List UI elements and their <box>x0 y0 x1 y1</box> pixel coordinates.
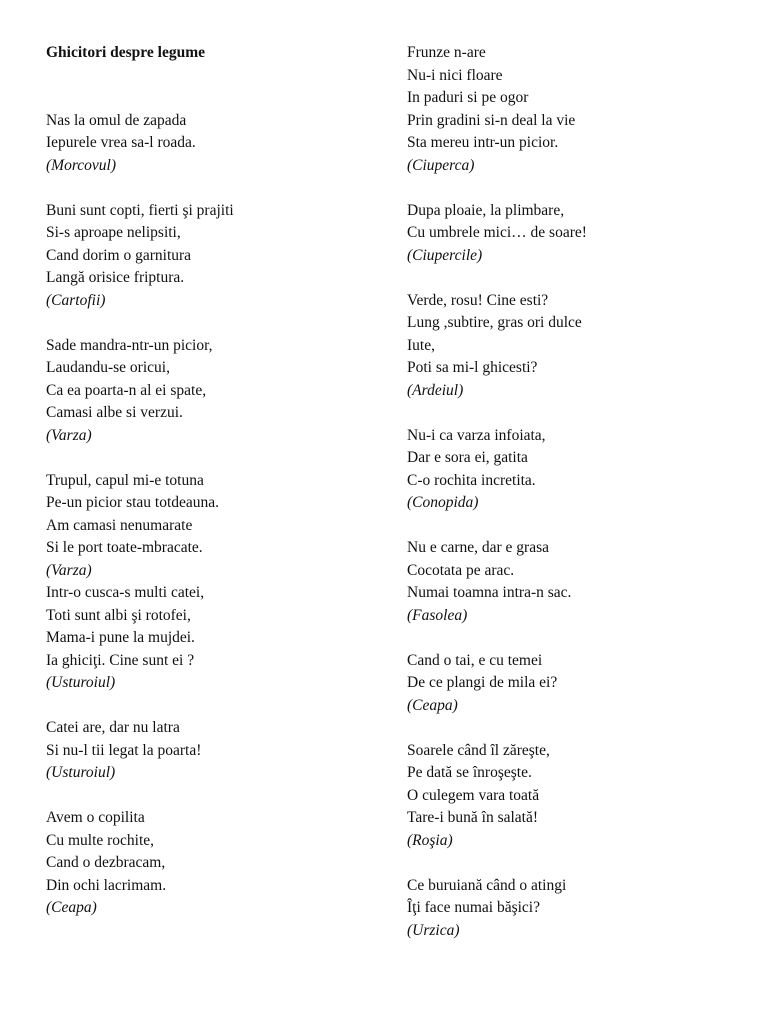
riddle-answer: (Morcovul) <box>46 156 117 174</box>
riddle-line: Toti sunt albi şi rotofei, <box>46 606 191 624</box>
riddle-line: Prin gradini si-n deal la vie <box>407 111 576 129</box>
riddle-answer: (Varza) <box>46 561 92 579</box>
riddle-line: In paduri si pe ogor <box>407 89 529 106</box>
riddle-answer: (Conopida) <box>407 494 479 511</box>
riddle-line: Nu-i nici floare <box>407 66 503 84</box>
riddle-line: Ce buruiană când o atingi <box>407 876 567 894</box>
riddle-answer: (Ardeiul) <box>407 381 464 399</box>
riddle-answer: (Ciupercile) <box>407 246 483 264</box>
riddle-line: Intr-o cusca-s multi catei, <box>46 584 205 601</box>
riddle-answer: (Ciuperca) <box>407 156 475 174</box>
riddle-line: Si le port toate-mbracate. <box>46 539 203 556</box>
riddle-line: Iepurele vrea sa-l roada. <box>46 134 196 151</box>
riddle-answer: (Usturoiul) <box>46 764 116 781</box>
riddle-line: Cu umbrele mici… de soare! <box>407 224 587 241</box>
riddle-line: Lung ,subtire, gras ori dulce <box>407 314 582 331</box>
riddle <box>407 875 737 943</box>
riddle-line: Tare-i bună în salată! <box>407 809 539 826</box>
riddle <box>46 335 376 448</box>
riddle-line: Camasi albe si verzui. <box>46 404 183 421</box>
left-column <box>46 42 376 942</box>
riddle-line: Pe-un picior stau totdeauna. <box>46 494 220 511</box>
riddle-line: Dar e sora ei, gatita <box>407 449 528 466</box>
riddle-line: Ia ghiciţi. Cine sunt ei ? <box>46 651 195 669</box>
riddle-answer: (Fasolea) <box>407 606 468 624</box>
riddle-answer: (Usturoiul) <box>46 674 116 691</box>
riddle-line: Numai toamna intra-n sac. <box>407 584 572 601</box>
riddle-line: Sta mereu intr-un picior. <box>407 134 559 151</box>
riddle-line: C-o rochita incretita. <box>407 471 536 489</box>
riddle <box>46 200 376 313</box>
riddle-line: Ca ea poarta-n al ei spate, <box>46 381 207 399</box>
riddle <box>46 717 376 785</box>
riddle-answer: (Ceapa) <box>407 696 458 714</box>
riddle-line: Cand dorim o garnitura <box>46 246 192 264</box>
riddle-answer: (Varza) <box>46 426 92 444</box>
riddle-line: Laudandu-se oricui, <box>46 359 170 376</box>
riddle-line: Si-s aproape nelipsiti, <box>46 224 181 241</box>
riddle-line: Cocotata pe arac. <box>407 561 515 579</box>
riddle-line: Nu e carne, dar e grasa <box>407 539 549 556</box>
riddle-line: Pe dată se înroşeşte. <box>407 764 532 781</box>
riddle <box>46 470 376 583</box>
riddle-line: Am camasi nenumarate <box>46 516 193 534</box>
riddle-line: Îţi face numai băşici? <box>407 899 540 916</box>
riddle-line: Din ochi lacrimam. <box>46 876 167 894</box>
riddle-line: Soarele când îl zăreşte, <box>407 741 550 759</box>
riddle-line: Cand o tai, e cu temei <box>407 651 543 669</box>
riddle-line: Buni sunt copti, fierti şi prajiti <box>46 201 234 219</box>
riddle-line: De ce plangi de mila ei? <box>407 674 558 691</box>
right-column <box>407 42 737 965</box>
riddle <box>407 650 737 718</box>
riddle-line: Iute, <box>407 336 435 354</box>
riddle-line: Nas la omul de zapada <box>46 111 187 129</box>
riddle-line: Verde, rosu! Cine esti? <box>407 291 549 309</box>
document-title: Ghicitori despre legume <box>46 44 205 61</box>
riddle <box>407 42 737 177</box>
riddle <box>407 290 737 403</box>
riddle-line: Si nu-l tii legat la poarta! <box>46 741 202 759</box>
riddle-answer: (Cartofii) <box>46 291 106 309</box>
riddle-line: Cand o dezbracam, <box>46 854 166 871</box>
riddle <box>407 425 737 515</box>
riddle-line: Poti sa mi-l ghicesti? <box>407 359 538 376</box>
riddle-line: Avem o copilita <box>46 809 145 826</box>
riddle <box>46 807 376 920</box>
riddle-line: Sade mandra-ntr-un picior, <box>46 336 213 354</box>
riddle <box>46 582 376 695</box>
riddle-line: Cu multe rochite, <box>46 831 155 849</box>
riddle <box>407 740 737 853</box>
riddle-line: Frunze n-are <box>407 44 486 61</box>
riddle-answer: (Urzica) <box>407 921 460 939</box>
riddle <box>46 110 376 178</box>
riddle <box>407 200 737 268</box>
riddle-line: Dupa ploaie, la plimbare, <box>407 201 565 219</box>
riddle-answer: (Ceapa) <box>46 899 97 916</box>
riddle-line: Langă orisice friptura. <box>46 269 185 286</box>
riddle-line: Mama-i pune la mujdei. <box>46 629 195 646</box>
riddle-line: Nu-i ca varza infoiata, <box>407 426 546 444</box>
riddle-answer: (Roşia) <box>407 831 453 849</box>
riddle-line: Trupul, capul mi-e totuna <box>46 471 204 489</box>
riddle-line: Catei are, dar nu latra <box>46 719 180 736</box>
riddle-line: O culegem vara toată <box>407 786 540 804</box>
riddle <box>407 537 737 627</box>
